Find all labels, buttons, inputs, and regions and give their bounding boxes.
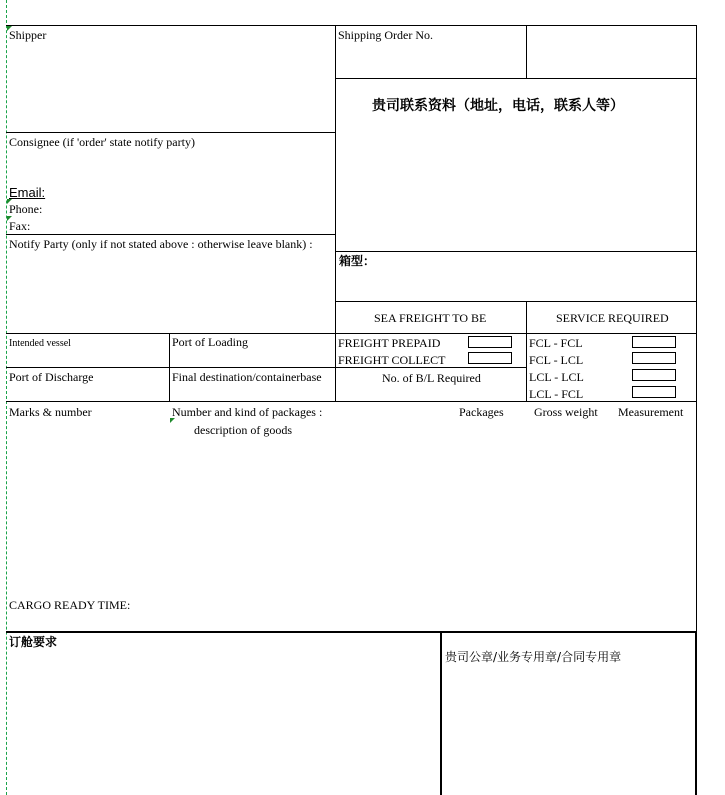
service-option-fcl-fcl: FCL - FCL	[529, 336, 583, 350]
phone-label: Phone:	[9, 202, 43, 216]
fcl-fcl-checkbox[interactable]	[632, 336, 676, 348]
form-border-top	[6, 25, 696, 26]
consignee-label: Consignee (if 'order' state notify party)	[9, 135, 195, 149]
freight-service-divider	[526, 301, 527, 402]
sea-freight-label: SEA FREIGHT TO BE	[374, 311, 487, 325]
order-no-bottom-line	[335, 78, 696, 79]
contact-bottom-line	[335, 251, 696, 252]
shipping-order-label: Shipping Order No.	[338, 28, 433, 42]
service-option-lcl-lcl: LCL - LCL	[529, 370, 584, 384]
page-break-line	[6, 0, 7, 795]
lcl-fcl-checkbox[interactable]	[632, 386, 676, 398]
vessel-row-top-line	[6, 333, 696, 334]
freight-prepaid-label: FREIGHT PREPAID	[338, 336, 441, 350]
vessel-row-bottom-line	[6, 367, 335, 368]
cargo-ready-label: CARGO READY TIME:	[9, 598, 131, 612]
service-required-label: SERVICE REQUIRED	[556, 311, 669, 325]
left-column-divider	[335, 25, 336, 402]
requirements-right-border	[695, 631, 697, 795]
freight-collect-checkbox[interactable]	[468, 352, 512, 364]
bl-required-top-line	[335, 367, 526, 368]
goods-description-label: description of goods	[194, 423, 292, 437]
order-no-divider	[526, 25, 527, 78]
gross-weight-label: Gross weight	[534, 405, 598, 419]
freight-prepaid-checkbox[interactable]	[468, 336, 512, 348]
marks-label: Marks & number	[9, 405, 92, 419]
notify-party-label: Notify Party (only if not stated above : otherwise leave blank) :	[9, 237, 313, 251]
consignee-bottom-line	[6, 234, 335, 235]
email-label: Email:	[9, 185, 46, 200]
service-option-fcl-lcl: FCL - LCL	[529, 353, 584, 367]
intended-vessel-label: Intended vessel	[9, 338, 71, 349]
container-type-bottom-line	[335, 301, 696, 302]
final-destination-label: Final destination/containerbase	[172, 370, 322, 384]
shipper-bottom-line	[6, 132, 335, 133]
freight-collect-label: FREIGHT COLLECT	[338, 353, 446, 367]
company-contact-label: 贵司联系资料（地址，电话，联系人等）	[372, 98, 624, 114]
bl-required-label: No. of B/L Required	[382, 371, 481, 385]
port-of-loading-label: Port of Loading	[172, 335, 248, 349]
service-option-lcl-fcl: LCL - FCL	[529, 387, 584, 401]
shipper-label: Shipper	[9, 28, 47, 42]
fax-label: Fax:	[9, 219, 31, 233]
seal-divider	[440, 631, 442, 795]
measurement-label: Measurement	[618, 405, 684, 419]
company-seal-label: 贵司公章/业务专用章/合同专用章	[445, 650, 622, 664]
port-of-discharge-label: Port of Discharge	[9, 370, 94, 384]
goods-row-top-line	[6, 401, 696, 402]
fcl-lcl-checkbox[interactable]	[632, 352, 676, 364]
lcl-lcl-checkbox[interactable]	[632, 369, 676, 381]
requirements-top-line	[6, 631, 696, 633]
container-type-label: 箱型：	[339, 254, 376, 268]
packages-label: Packages	[459, 405, 504, 419]
packages-desc-label: Number and kind of packages :	[172, 405, 323, 419]
booking-requirements-label: 订舱要求	[9, 635, 58, 649]
vessel-port-divider	[169, 333, 170, 402]
